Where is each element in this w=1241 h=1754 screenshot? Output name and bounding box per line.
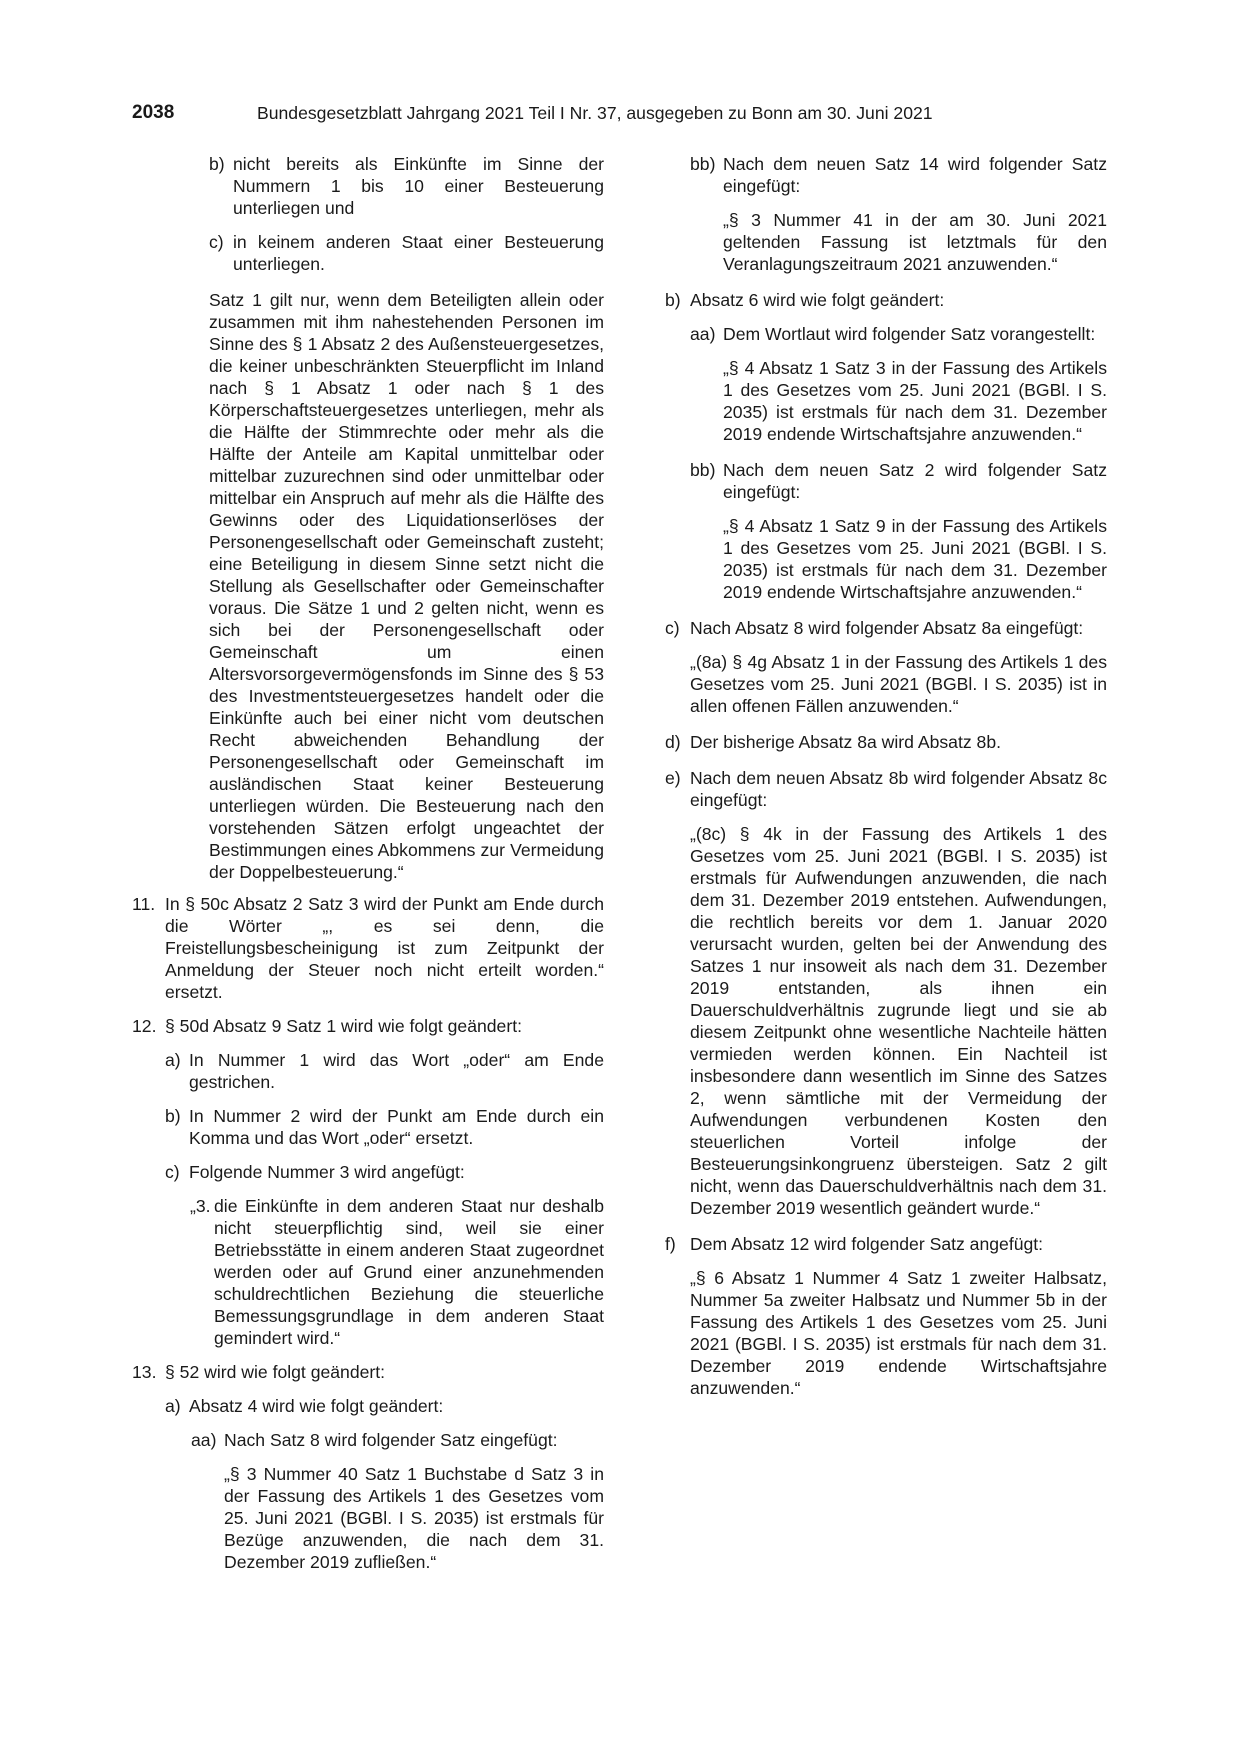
item-text: Nach Absatz 8 wird folgender Absatz 8a eingefügt: [690,618,1084,638]
item-text: Folgende Nummer 3 wird angefügt: [189,1162,465,1182]
item-text: in keinem anderen Staat einer Besteuerung unterliegen. [233,232,604,274]
item-text: In Nummer 2 wird der Punkt am Ende durch ein Komma und das Wort „oder“ ersetzt. [189,1106,604,1148]
list-item-f [665,1233,1107,1255]
item-label: 13. [132,1362,157,1382]
quoted-text: „§ 4 Absatz 1 Satz 9 in der Fassung des Artikels 1 des Gesetzes vom 25. Juni 2021 (BGBl. I S. 2035) ist erstmals für nach dem 31. Dezember 2019 endende Wirtschaftsjahre anzuwenden.“ [723,516,1107,602]
paragraph-satz: Satz 1 gilt nur, wenn dem Beteiligten allein oder zusammen mit ihm nahestehenden Personen im Sinne des § 1 Absatz 2 des Außensteuergesetzes, die keiner unbeschränkten Steuerpflicht im Inland nach § 1 Absatz 1 oder nach § 1 des Körperschaftsteuergesetzes unterliegen, mehr als die Hälfte der Stimmrechte oder mehr als die Hälfte der Anteile am Kapital unmittelbar oder mittelbar zuzurechnen sind oder unmittelbar oder mittelbar ein Anspruch auf mehr als die Hälfte des Gewinns oder des Liquidationserlöses der Personengesellschaft oder Gemeinschaft zusteht; eine Beteiligung in diesem Sinne setzt nicht die Stellung als Gesellschafter oder Gemeinschafter voraus. Die Sätze 1 und 2 gelten nicht, wenn es sich bei der Personengesellschaft oder Gemeinschaft um einen Altersvorsorgevermögensfonds im Sinne des § 53 des Investmentsteuergesetzes handelt oder die Einkünfte auch bei einer nicht vom deutschen Recht abweichenden Behandlung der Personengesellschaft oder Gemeinschaft im ausländischen Staat keiner Besteuerung unterliegen würden. Die Besteuerung nach den vorstehenden Sätzen erfolgt ungeachtet der Bestimmungen eines Abkommens zur Vermeidung der Doppelbesteuerung.“ [209,290,604,882]
list-item-e [665,767,1107,811]
item-label: b) [665,290,681,310]
page-number: 2038 [132,102,175,123]
item-text: Der bisherige Absatz 8a wird Absatz 8b. [690,732,1001,752]
list-item-11 [132,893,604,1003]
list-item-aa [690,323,1107,345]
list-item-b [665,289,1107,311]
item-label: a) [165,1050,181,1070]
list-item-12b [165,1105,604,1149]
item-label: c) [165,1162,180,1182]
item-text: In Nummer 1 wird das Wort „oder“ am Ende gestrichen. [189,1050,604,1092]
list-item-bb [690,459,1107,503]
item-label: c) [665,618,680,638]
list-item-b [209,153,604,219]
list-item-bb [690,153,1107,197]
item-text: § 50d Absatz 9 Satz 1 wird wie folgt geändert: [165,1016,522,1036]
item-label: „3. [190,1196,211,1216]
left-column [132,153,604,1573]
item-label: bb) [690,154,716,174]
item-text: Nach Satz 8 wird folgender Satz eingefügt: [224,1430,558,1450]
list-item-12c [165,1161,604,1183]
item-text: Nach dem neuen Absatz 8b wird folgender Absatz 8c eingefügt: [690,768,1107,810]
item-text: § 52 wird wie folgt geändert: [165,1362,386,1382]
list-item-13aa [191,1429,604,1451]
item-text: Nach dem neuen Satz 14 wird folgender Satz eingefügt: [723,154,1107,196]
item-label: d) [665,732,681,752]
list-item-12a [165,1049,604,1093]
item-label: b) [209,154,225,174]
quoted-text: „(8c) § 4k in der Fassung des Artikels 1 des Gesetzes vom 25. Juni 2021 (BGBl. I S. 2035) ist erstmals für Aufwendungen anzuwenden, die nach dem 31. Dezember 2019 entstehen. Aufwendungen, die rechtlich bereits vor dem 1. Januar 2020 verursacht wurden, gelten bei der Anwendung des Satzes 1 nur insoweit als nach dem 31. Dezember 2019 entstanden, als ihnen ein Dauerschuldverhältnis zugrunde liegt und sie ab diesem Zeitpunkt ohne wesentliche Nachteile hätten vermieden werden können. Ein Nachteil ist insbesondere dann wesentlich im Sinne des Satzes 2, wenn sämtliche mit der Vermeidung der Aufwendungen verbundenen Kosten den steuerlichen Vorteil infolge der Besteuerungsinkongruenz übersteigen. Satz 2 gilt nicht, wenn das Dauerschuldverhältnis nach dem 31. Dezember 2019 wesentlich geändert wurde.“ [690,824,1107,1218]
item-text: Dem Wortlaut wird folgender Satz vorangestellt: [723,324,1096,344]
quoted-text: „§ 4 Absatz 1 Satz 3 in der Fassung des Artikels 1 des Gesetzes vom 25. Juni 2021 (BGBl. I S. 2035) ist erstmals für nach dem 31. Dezember 2019 endende Wirtschaftsjahre anzuwenden.“ [723,358,1107,444]
item-text: Absatz 6 wird wie folgt geändert: [690,290,945,310]
item-text: Nach dem neuen Satz 2 wird folgender Satz eingefügt: [723,460,1107,502]
list-item-13 [132,1361,604,1383]
quoted-text: „§ 6 Absatz 1 Nummer 4 Satz 1 zweiter Halbsatz, Nummer 5a zweiter Halbsatz und Nummer 5b in der Fassung des Artikels 1 des Gesetzes vom 25. Juni 2021 (BGBl. I S. 2035) ist erstmals für nach dem 31. Dezember 2019 endende Wirtschaftsjahre anzuwenden.“ [690,1268,1107,1398]
running-header: Bundesgesetzblatt Jahrgang 2021 Teil I Nr. 37, ausgegeben zu Bonn am 30. Juni 2021 [257,103,933,123]
quoted-item-3 [190,1195,604,1349]
item-text: die Einkünfte in dem anderen Staat nur deshalb nicht steuerpflichtig sind, weil sie einer Betriebsstätte in einem anderen Staat zugeordnet werden oder auf Grund einer anzunehmenden schuldrechtlichen Beziehung die steuerliche Bemessungsgrundlage in dem anderen Staat gemindert wird.“ [214,1196,604,1348]
item-label: f) [665,1234,676,1254]
quoted-text: „(8a) § 4g Absatz 1 in der Fassung des Artikels 1 des Gesetzes vom 25. Juni 2021 (BGBl. I S. 2035) ist in allen offenen Fällen anzuwenden.“ [690,652,1107,716]
item-text: In § 50c Absatz 2 Satz 3 wird der Punkt am Ende durch die Wörter „, es sei denn, die Freistellungsbescheinigung ist zum Zeitpunkt der Anmeldung der Steuer noch nicht erteilt worden.“ ersetzt. [165,894,604,1002]
right-column [665,153,1107,1399]
quoted-text: „§ 3 Nummer 41 in der am 30. Juni 2021 geltenden Fassung ist letztmals für den Veranlagungszeitraum 2021 anzuwenden.“ [723,210,1107,274]
item-label: c) [209,232,224,252]
list-item-c [665,617,1107,639]
quoted-text: „§ 3 Nummer 40 Satz 1 Buchstabe d Satz 3 in der Fassung des Artikels 1 des Gesetzes vom 25. Juni 2021 (BGBl. I S. 2035) ist erstmals für Bezüge anzuwenden, die nach dem 31. Dezember 2019 zufließen.“ [224,1464,604,1572]
item-label: aa) [191,1430,217,1450]
item-label: aa) [690,324,716,344]
item-text: nicht bereits als Einkünfte im Sinne der Nummern 1 bis 10 einer Besteuerung unterliegen und [233,154,604,218]
item-label: a) [165,1396,181,1416]
item-label: 11. [132,894,156,914]
item-label: 12. [132,1016,157,1036]
item-text: Absatz 4 wird wie folgt geändert: [189,1396,444,1416]
list-item-c [209,231,604,275]
list-item-12 [132,1015,604,1037]
item-text: Dem Absatz 12 wird folgender Satz angefügt: [690,1234,1044,1254]
item-label: bb) [690,460,716,480]
list-item-13a [165,1395,604,1417]
item-label: b) [165,1106,181,1126]
list-item-d [665,731,1107,753]
item-label: e) [665,768,681,788]
